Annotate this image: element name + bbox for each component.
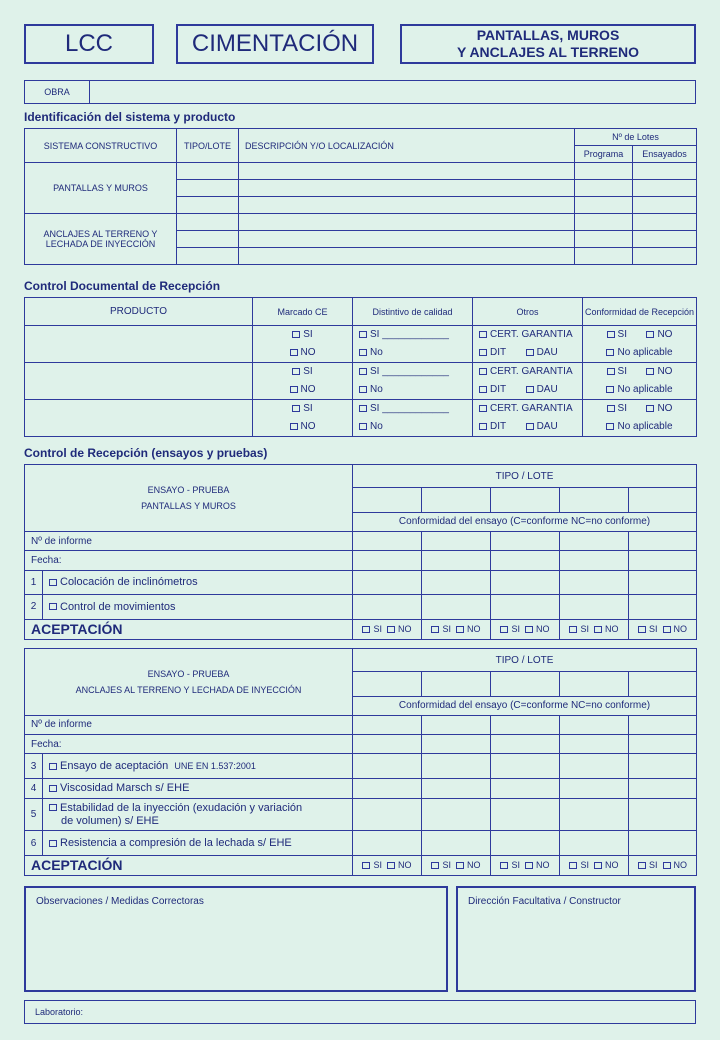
cell[interactable] [353,715,422,734]
cell[interactable] [422,798,491,830]
cell[interactable] [422,595,491,619]
cell[interactable] [575,214,633,231]
checkbox[interactable] [569,862,577,869]
option-label: SI [580,624,589,635]
cell[interactable] [491,735,560,754]
checkbox[interactable] [646,331,654,338]
checkbox[interactable] [479,405,487,412]
checkbox[interactable] [49,840,57,847]
cell[interactable] [353,672,422,696]
option-label: DIT [490,421,507,432]
option-label: No [370,347,383,358]
option-label: No [370,384,383,395]
document-title [400,24,696,64]
cell[interactable] [422,715,491,734]
t2-fecha: Fecha: [25,735,353,754]
option-label: SI ____________ [370,366,449,377]
cell[interactable] [629,672,697,696]
checkbox[interactable] [359,331,367,338]
cell[interactable] [422,532,491,551]
cell[interactable] [629,595,697,619]
checkbox[interactable] [663,862,671,869]
option-label: DIT [490,347,507,358]
checkbox[interactable] [456,862,464,869]
option-label: NO [657,403,673,414]
checkbox[interactable] [431,862,439,869]
checkbox[interactable] [292,368,300,375]
cell[interactable] [575,163,633,180]
checkbox[interactable] [292,405,300,412]
t1-aceptacion: ACEPTACIÓN [25,619,353,639]
cell[interactable] [629,715,697,734]
cell[interactable] [575,180,633,197]
t2-title-line2: ANCLAJES AL TERRENO Y LECHADA DE INYECCIÓN [75,684,302,695]
checkbox[interactable] [526,386,534,393]
checkbox[interactable] [594,862,602,869]
cell[interactable] [560,595,629,619]
cell[interactable] [177,214,239,231]
cell[interactable] [353,754,422,778]
cell[interactable] [422,778,491,798]
cell[interactable] [491,532,560,551]
cell[interactable] [353,488,422,512]
checkbox[interactable] [292,331,300,338]
cell[interactable] [422,551,491,570]
checkbox[interactable] [479,368,487,375]
option-label: SI [617,366,627,377]
cell[interactable] [633,214,697,231]
option-label: SI [617,329,627,340]
cell[interactable] [353,595,422,619]
t1-title [25,465,353,532]
option-label: DAU [536,421,558,432]
option-label: No aplicable [617,421,673,432]
checkbox[interactable] [500,626,508,633]
cell[interactable] [422,831,491,855]
cell[interactable] [353,778,422,798]
checkbox[interactable] [290,349,298,356]
checkbox[interactable] [479,349,487,356]
cell[interactable] [560,551,629,570]
checkbox[interactable] [362,862,370,869]
item-number: 1 [25,570,43,594]
cell[interactable] [491,672,560,696]
col-desc: DESCRIPCIÓN Y/O LOCALIZACIÓN [239,129,575,163]
cell[interactable] [239,231,575,248]
checkbox[interactable] [479,331,487,338]
checkbox[interactable] [456,626,464,633]
checkbox[interactable] [49,804,57,811]
cell[interactable] [422,735,491,754]
cell[interactable] [633,197,697,214]
cell[interactable] [422,754,491,778]
item-label: Viscosidad Marsch s/ EHE [60,782,190,795]
cell[interactable] [560,532,629,551]
col-otros: Otros [473,298,583,326]
cell[interactable] [422,672,491,696]
option-label: NO [673,860,688,871]
checkbox[interactable] [525,626,533,633]
t1-tipo-lote: TIPO / LOTE [353,465,697,488]
item-number: 6 [25,831,43,855]
checkbox[interactable] [606,423,614,430]
obra-label: OBRA [25,81,90,104]
cell[interactable] [560,778,629,798]
col-conf: Conformidad de Recepción [583,298,697,326]
cell[interactable] [353,551,422,570]
checkbox[interactable] [387,862,395,869]
cell[interactable] [633,163,697,180]
cell[interactable] [491,715,560,734]
cell[interactable] [491,551,560,570]
cell[interactable] [491,831,560,855]
laboratorio-label: Laboratorio: [35,1007,84,1017]
cell[interactable] [491,754,560,778]
cell[interactable] [560,831,629,855]
t2-title [25,649,353,716]
checkbox[interactable] [526,349,534,356]
cell[interactable] [353,570,422,594]
cell[interactable] [177,248,239,265]
checkbox[interactable] [49,603,57,610]
t2-aceptacion: ACEPTACIÓN [25,855,353,875]
option-label: NO [467,860,481,871]
t1-conformidad: Conformidad del ensayo (C=conforme NC=no conforme) [353,512,697,531]
option-label: NO [300,347,316,358]
t1-informe: Nº de informe [25,532,353,551]
col-dist: Distintivo de calidad [353,298,473,326]
checkbox[interactable] [479,386,487,393]
checkbox[interactable] [569,626,577,633]
checkbox[interactable] [479,423,487,430]
laboratorio-box[interactable] [24,1000,696,1024]
cell[interactable] [629,551,697,570]
cimentacion-title: CIMENTACIÓN [176,24,374,64]
checkbox[interactable] [500,862,508,869]
cell[interactable] [629,570,697,594]
row-pantallas: PANTALLAS Y MUROS [25,163,177,214]
checkbox[interactable] [49,763,57,770]
cell[interactable] [422,570,491,594]
checkbox[interactable] [607,368,615,375]
checkbox[interactable] [606,386,614,393]
option-label: NO [398,860,412,871]
row-anclajes-line1: ANCLAJES AL TERRENO Y [43,229,158,239]
option-label: CERT. GARANTIA [490,403,573,414]
option-label: SI [511,624,520,635]
cell[interactable] [177,197,239,214]
cell[interactable] [575,197,633,214]
cell[interactable] [629,778,697,798]
cell[interactable] [560,798,629,830]
cell[interactable] [491,595,560,619]
col-tipo: TIPO/LOTE [177,129,239,163]
cell[interactable] [560,488,629,512]
t2-conformidad: Conformidad del ensayo (C=conforme NC=no conforme) [353,696,697,715]
obra-field[interactable] [90,81,696,104]
col-lotes: Nº de Lotes [575,129,697,146]
t2-tipo-lote: TIPO / LOTE [353,649,697,672]
option-label: NO [605,860,619,871]
checkbox[interactable] [362,626,370,633]
checkbox[interactable] [359,405,367,412]
cell[interactable] [491,778,560,798]
cell[interactable] [177,180,239,197]
cell[interactable] [560,754,629,778]
checkbox[interactable] [290,423,298,430]
cell[interactable] [560,570,629,594]
checkbox[interactable] [359,368,367,375]
item-number: 5 [25,798,43,830]
cell[interactable] [629,735,697,754]
cell[interactable] [239,248,575,265]
cell[interactable] [353,798,422,830]
option-label: NO [398,624,412,635]
option-label: SI [303,403,313,414]
cell[interactable] [177,163,239,180]
item-label: Ensayo de aceptación [60,760,169,773]
option-label: NO [467,624,481,635]
checkbox[interactable] [594,626,602,633]
cell[interactable] [629,488,697,512]
cell[interactable] [353,735,422,754]
option-label: CERT. GARANTIA [490,329,573,340]
col-programa: Programa [575,146,633,163]
checkbox[interactable] [606,349,614,356]
col-ensayados: Ensayados [633,146,697,163]
item-label-line2: de volumen) s/ EHE [61,814,159,827]
rec-table-2 [24,648,697,876]
item-label: Estabilidad de la inyección (exudación y variación [60,801,303,814]
checkbox[interactable] [49,785,57,792]
option-label: DAU [536,347,558,358]
cell[interactable] [629,754,697,778]
cell[interactable] [560,715,629,734]
item-number: 3 [25,754,43,778]
option-label: SI [373,624,382,635]
producto-cell[interactable] [25,400,253,437]
document-title-line2: Y ANCLAJES AL TERRENO [456,44,640,60]
option-label: DIT [490,384,507,395]
cell[interactable] [353,532,422,551]
cell[interactable] [239,214,575,231]
option-label: No [370,421,383,432]
option-label: NO [300,384,316,395]
option-label: No aplicable [617,347,673,358]
checkbox[interactable] [359,423,367,430]
checkbox[interactable] [607,405,615,412]
lcc-title: LCC [24,24,154,64]
cell[interactable] [629,798,697,830]
checkbox[interactable] [49,579,57,586]
row-anclajes [25,214,177,265]
cell[interactable] [629,532,697,551]
checkbox[interactable] [646,405,654,412]
cell[interactable] [491,488,560,512]
option-label: SI [303,366,313,377]
col-ce: Marcado CE [253,298,353,326]
checkbox[interactable] [638,862,646,869]
ident-section-title: Identificación del sistema y producto [24,110,236,124]
option-label: SI [580,860,589,871]
option-label: CERT. GARANTIA [490,366,573,377]
option-label: SI [373,860,382,871]
producto-cell[interactable] [25,326,253,363]
t2-informe: Nº de informe [25,715,353,734]
cell[interactable] [177,231,239,248]
doc-section-title: Control Documental de Recepción [24,279,221,293]
checkbox[interactable] [607,331,615,338]
cell[interactable] [560,735,629,754]
col-sistema: SISTEMA CONSTRUCTIVO [25,129,177,163]
cell[interactable] [491,570,560,594]
checkbox[interactable] [638,626,646,633]
option-label: SI [649,860,658,871]
cell[interactable] [239,197,575,214]
item-norm: UNE EN 1.537:2001 [174,761,256,772]
item-number: 2 [25,595,43,619]
option-label: SI ____________ [370,403,449,414]
t1-fecha: Fecha: [25,551,353,570]
producto-cell[interactable] [25,363,253,400]
option-label: NO [657,366,673,377]
option-label: SI [442,624,451,635]
item-label: Control de movimientos [60,600,176,613]
option-label: NO [657,329,673,340]
t1-title-line1: ENSAYO - PRUEBA [147,485,230,496]
option-label: NO [536,624,550,635]
checkbox[interactable] [646,368,654,375]
document-title-line1: PANTALLAS, MUROS [476,27,620,43]
direccion-label: Dirección Facultativa / Constructor [468,896,621,907]
checkbox[interactable] [290,386,298,393]
direccion-box[interactable] [456,886,696,992]
cell[interactable] [575,248,633,265]
option-label: SI [649,624,658,635]
item-number: 4 [25,778,43,798]
option-label: NO [536,860,550,871]
t2-title-line1: ENSAYO - PRUEBA [147,668,230,679]
item-label: Resistencia a compresión de la lechada s/ EHE [60,837,292,850]
row-anclajes-line2: LECHADA DE INYECCIÓN [45,239,156,249]
option-label: SI [617,403,627,414]
checkbox[interactable] [525,862,533,869]
cell[interactable] [629,831,697,855]
observaciones-box[interactable] [24,886,448,992]
cell[interactable] [575,231,633,248]
option-label: NO [300,421,316,432]
t1-title-line2: PANTALLAS Y MUROS [141,501,236,512]
checkbox[interactable] [431,626,439,633]
checkbox[interactable] [359,386,367,393]
doc-table [24,297,697,437]
checkbox[interactable] [387,626,395,633]
option-label: SI [303,329,313,340]
option-label: NO [673,624,688,635]
cell[interactable] [239,163,575,180]
ident-table [24,128,697,265]
rec-section-title: Control de Recepción (ensayos y pruebas) [24,446,268,460]
obra-table [24,80,696,104]
option-label: SI [511,860,520,871]
cell[interactable] [560,672,629,696]
cell[interactable] [422,488,491,512]
cell[interactable] [633,248,697,265]
observaciones-label: Observaciones / Medidas Correctoras [36,896,204,907]
cell[interactable] [633,180,697,197]
option-label: SI [442,860,451,871]
option-label: NO [605,624,619,635]
checkbox[interactable] [526,423,534,430]
option-label: DAU [536,384,558,395]
checkbox[interactable] [663,626,671,633]
rec-table-1 [24,464,697,640]
option-label: SI ____________ [370,329,449,340]
item-label: Colocación de inclinómetros [60,576,198,589]
cell[interactable] [633,231,697,248]
cell[interactable] [239,180,575,197]
option-label: No aplicable [617,384,673,395]
checkbox[interactable] [359,349,367,356]
col-producto: PRODUCTO [25,298,253,326]
cell[interactable] [491,798,560,830]
cell[interactable] [353,831,422,855]
